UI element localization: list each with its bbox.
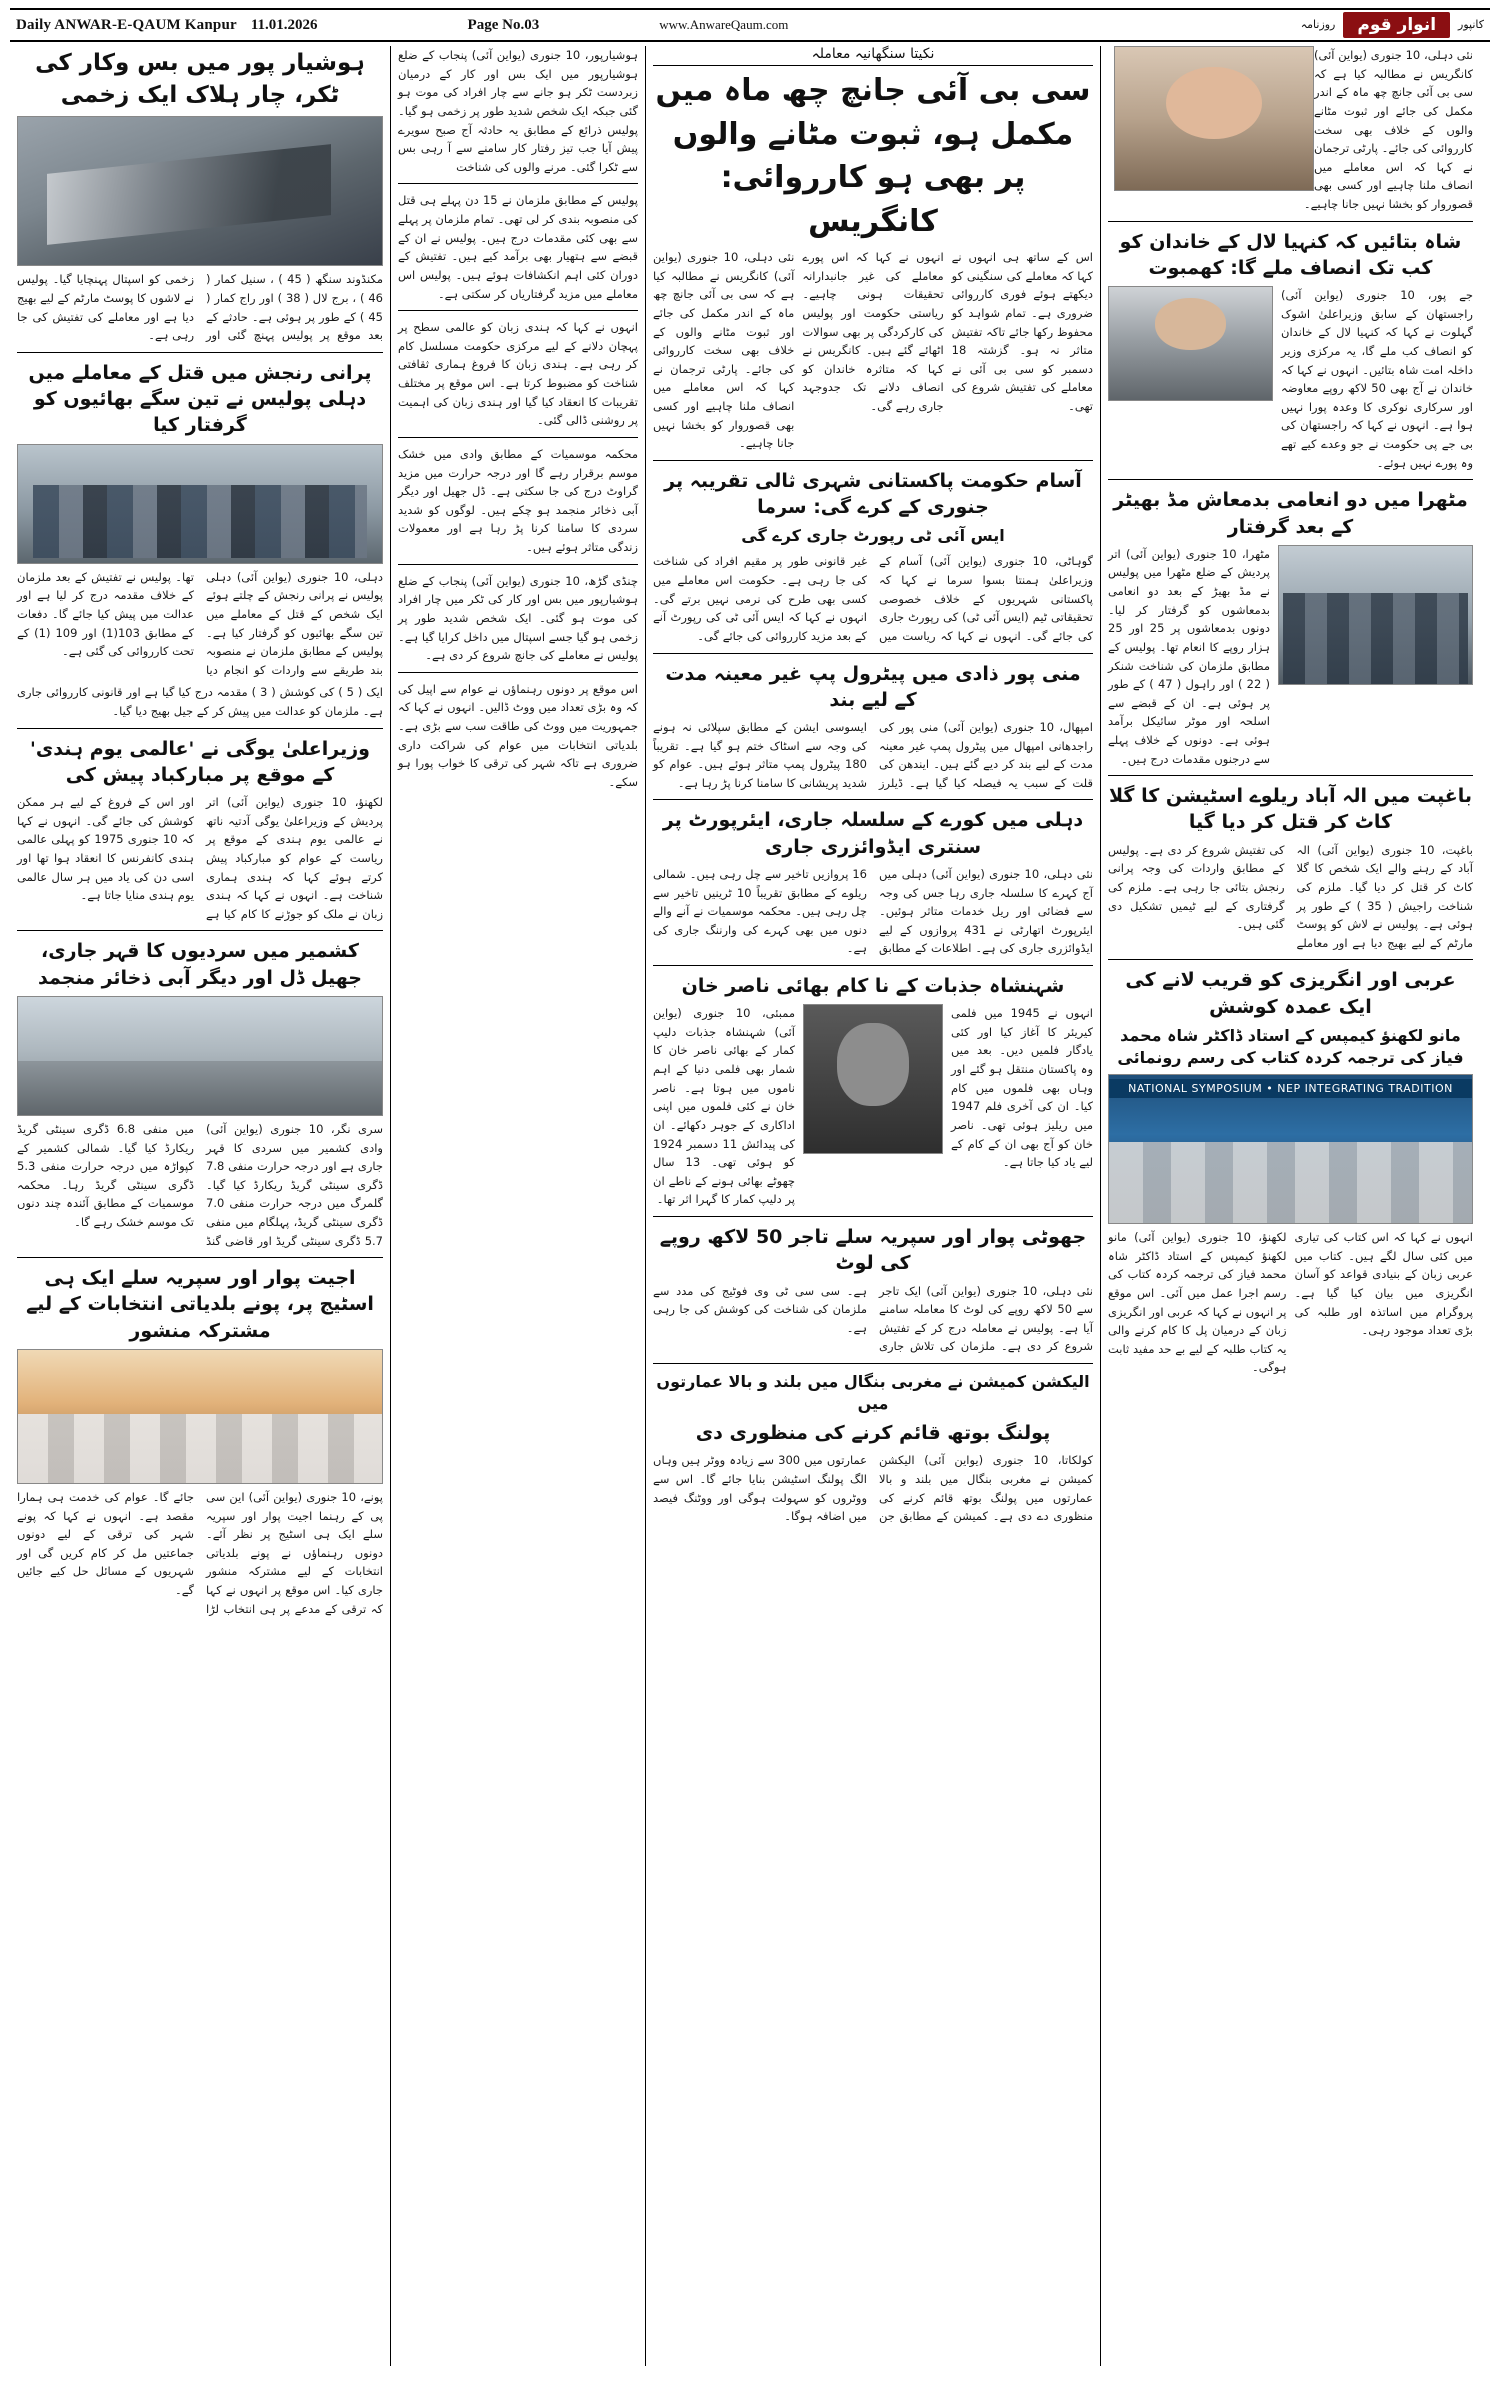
story-d0-body: نئی دہلی، 10 جنوری (یواین آئی) کانگریس نے مطالبہ کیا ہے کہ سی بی آئی جانچ چھ ماہ کے اندر مکمل کی جائے اور ثبوت مٹانے والوں کے خلاف بھی سخت کارروائی کی جائے۔ پارٹی ترجمان نے کہا کہ اس معاملے میں انصاف ملنا چاہیے اور کسی بھی قصوروار کو بخشا نہیں جانا چاہیے۔ — [1303, 48, 1473, 211]
book-launch-photo — [1108, 1074, 1473, 1224]
story-a3-headline: وزیراعلیٰ یوگی نے 'عالمی یوم ہندی' کے موقع پر مبارکباد پیش کی — [30, 737, 370, 786]
logo-city: کانپور — [1458, 17, 1484, 31]
issue-date: 11.01.2026 — [250, 16, 318, 33]
story-a2-body: دہلی، 10 جنوری (یواین آئی) دہلی پولیس نے پرانی رنجش کے چلتے ہوئے ایک شخص کے قتل کے معاملے میں تین سگے بھائیوں کو گرفتار کیا ہے۔ پولیس کے مطابق ملزمان نے منصوبہ بند طریقے سے واردات کو انجام دیا تھا۔ پولیس نے تفتیش کے بعد ملزمان کے خلاف مقدمہ درج کر لیا ہے اور عدالت میں پیش کیا جائے گا۔ دفعات کے مطابق 103(1) اور 109 (1) کے تحت کارروائی کی گئی ہے۔ — [17, 569, 383, 677]
website-url[interactable]: www.AnwareQaum.com — [659, 17, 789, 32]
woman-politician-photo — [1114, 46, 1314, 191]
story-a5-body: پونے، 10 جنوری (یواین آئی) این سی پی کے رہنما اجیت پوار اور سپریہ سلے ایک ہی اسٹیج پر نظر آئے۔ دونوں رہنماؤں نے پونے بلدیاتی انتخابات کے لیے مشترکہ منشور جاری کیا۔ اس موقع پر انہوں نے کہا کہ ترقی کے مدعے پر ہی انتخاب لڑا جائے گا۔ عوام کی خدمت ہی ہمارا مقصد ہے۔ انہوں نے کہا کہ پونے شہر کی ترقی کے لیے دونوں جماعتیں مل کر کام کریں گی اور شہریوں کے مسائل حل کیے جائیں گے۔ — [17, 1489, 383, 1616]
masthead — [10, 8, 1490, 42]
story-c1-kicker: نکیتا سنگھانیہ معاملہ — [811, 46, 935, 62]
story-a4-headline: کشمیر میں سردیوں کا قہر جاری، جھیل ڈل اور دیگر آبی ذخائر منجمد — [38, 940, 362, 989]
story-c7-body: کولکاتا، 10 جنوری (یواین آئی) الیکشن کمیشن نے مغربی بنگال میں بلند و بالا عمارتوں میں پولنگ بوتھ قائم کرنے کی منظوری دے دی ہے۔ کمیشن کے مطابق جن عمارتوں میں 300 سے زیادہ ووٹر ہیں وہاں الگ پولنگ اسٹیشن بنایا جائے گا۔ اس سے ووٹروں کو سہولت ہوگی اور ووٹنگ فیصد میں اضافہ ہوگا۔ — [653, 1453, 1093, 1524]
story-c6-headline: جھوٹی پوار اور سپریہ سلے تاجر 50 لاکھ روپے کی لوٹ — [659, 1226, 1087, 1275]
story-d4-body-2: انہوں نے کہا کہ اس کتاب کی تیاری میں کئی سال لگے ہیں۔ کتاب میں عربی زبان کے بنیادی قواعد کو آسان انگریزی میں بیان کیا گیا ہے۔ پروگرام میں اساتذہ اور طلبہ کی بڑی تعداد موجود رہی۔ — [1294, 1230, 1473, 1338]
story-c2-headline: آسام حکومت پاکستانی شہری ثالی تقریبہ پر جنوری کے کرے گی: سرما — [664, 469, 1082, 519]
page-number: Page No.03 — [467, 16, 540, 33]
story-c1-body-1: نئی دہلی، 10 جنوری (یواین آئی) کانگریس نے مطالبہ کیا ہے کہ سی بی آئی جانچ چھ ماہ کے اندر مکمل کی جائے اور ثبوت مٹانے والوں کے خلاف بھی سخت کارروائی کی جائے۔ پارٹی ترجمان نے کہا کہ اس معاملے میں انصاف ملنا چاہیے اور کسی بھی قصوروار کو بخشا نہیں جانا چاہیے۔ — [653, 250, 795, 451]
story-c1-body-2: انہوں نے کہا کہ اس پورے معاملے کی غیر جانبدارانہ تحقیقات ہونی چاہیے۔ ریاستی حکومت اور پولیس کی کارکردگی پر بھی سوالات اٹھائے گئے ہیں۔ کانگریس نے کہا کہ متاثرہ خاندان کو انصاف دلانے تک جدوجہد جاری رہے گی۔ — [802, 250, 944, 413]
story-c1-body-3: اس کے ساتھ ہی انہوں نے کہا کہ معاملے کی سنگینی کو دیکھتے ہوئے فوری کارروائی ضروری ہے۔ تمام شواہد کو محفوظ رکھا جائے تاکہ تفتیش متاثر نہ ہو۔ گزشتہ 18 دسمبر کو سی بی آئی نے معاملے کی تفتیش شروع کی تھی۔ — [951, 250, 1093, 413]
column-c — [645, 46, 1100, 2366]
nasir-khan-portrait — [803, 1004, 943, 1154]
story-d1-headline: شاہ بتائیں کہ کنہیا لال کے خاندان کو کب تک انصاف ملے گا: کھمبوت — [1119, 230, 1462, 279]
story-b3-body: انہوں نے کہا کہ ہندی زبان کو عالمی سطح پر پہچان دلانے کے لیے مرکزی حکومت مسلسل کام کر رہی ہے۔ ہندی زبان کا فروغ ہماری ثقافتی شناخت کو مضبوط کرتا ہے۔ اس موقع پر مختلف تقریبات کا انعقاد کیا گیا اور ہندی زبان کی اہمیت پر روشنی ڈالی گئی۔ — [398, 320, 638, 428]
car-crash-photo — [17, 116, 383, 266]
story-d2-headline: مٹھرا میں دو انعامی بدمعاش مڈ بھیٹر کے بعد گرفتار — [1113, 489, 1468, 538]
story-a1-body: مکنڈوند سنگھ ( 45 ) ، سنیل کمار ( 46 ) ، برج لال ( 38 ) اور راج کمار ( 45 ) کے طور پر ہوئی ہے۔ حادثے کے بعد موقع پر پولیس پہنچ گئی اور زخمی کو اسپتال پہنچایا گیا۔ پولیس نے لاشوں کا پوسٹ مارٹم کے لیے بھیج دیا ہے اور معاملے کی تفتیش کی جا رہی ہے۔ — [17, 272, 383, 343]
politician-man-photo — [1108, 286, 1273, 401]
story-c6-body: نئی دہلی، 10 جنوری (یواین آئی) ایک تاجر سے 50 لاکھ روپے کی لوٹ کا معاملہ سامنے آیا ہے۔ پولیس نے معاملہ درج کر کے تفتیش شروع کر دی ہے۔ ملزمان کی تلاش جاری ہے۔ سی سی ٹی وی فوٹیج کی مدد سے ملزمان کی شناخت کی کوشش کی جا رہی ہے۔ — [653, 1283, 1094, 1354]
story-a3-body: لکھنؤ، 10 جنوری (یواین آئی) اتر پردیش کے وزیراعلیٰ یوگی آدتیہ ناتھ نے عالمی یوم ہندی کے موقع پر ریاست کے عوام کو مبارکباد پیش کرتے ہوئے کہا کہ ہندی ہماری شناخت ہے۔ انہوں نے کہا کہ ہندی زبان نے ملک کو جوڑنے کا کام کیا ہے اور اس کے فروغ کے لیے ہر ممکن کوشش کی جائے گی۔ انہوں نے کہا کہ 10 جنوری 1975 کو پہلی عالمی ہندی کانفرنس کا انعقاد ہوا تھا اور اسی دن کی یاد میں ہر سال عالمی یوم ہندی منایا جاتا ہے۔ — [17, 795, 383, 921]
story-c2-subheadline: ایس آئی ٹی رپورٹ جاری کرے گی — [741, 526, 1005, 546]
police-arrest-photo — [17, 444, 383, 564]
paper-name: Daily ANWAR-E-QAUM Kanpur — [16, 16, 237, 33]
story-c3-body: امپھال، 10 جنوری (یواین آئی) منی پور کی راجدھانی امپھال میں پیٹرول پمپ غیر معینہ مدت کے لیے بند کر دیے گئے ہیں۔ ایندھن کی قلت کے سبب یہ فیصلہ کیا گیا ہے۔ ڈیلرز ایسوسی ایشن کے مطابق سپلائی نہ ہونے کی وجہ سے اسٹاک ختم ہو گیا ہے۔ تقریباً 180 پیٹرول پمپ متاثر ہوئے ہیں۔ عوام کو شدید پریشانی کا سامنا کرنا پڑ رہا ہے۔ — [653, 719, 1093, 790]
column-d — [1100, 46, 1480, 2366]
story-d2-body: مٹھرا، 10 جنوری (یواین آئی) اتر پردیش کے ضلع مٹھرا میں پولیس نے مڈ بھیڑ کے بعد دو انعامی بدمعاشوں کو گرفتار کر لیا۔ دونوں بدمعاشوں پر 25 اور 25 ہزار روپے کا انعام تھا۔ پولیس کے مطابق ملزمان کی شناخت شنکر ( 22 ) اور راہول ( 47 ) کے طور پر ہوئی ہے۔ ان کے قبضے سے اسلحہ اور موٹر سائیکل برآمد ہوئی ہے۔ دونوں کے خلاف پہلے سے درجنوں مقدمات درج ہیں۔ — [1108, 546, 1270, 766]
story-a2-body-2: ایک ( 5 ) کی کوشش ( 3 ) مقدمہ درج کیا گیا ہے اور قانونی کارروائی جاری ہے۔ ملزمان کو عدالت میں پیش کر کے جیل بھیج دیا گیا۔ — [17, 685, 383, 718]
story-b5-body: چنڈی گڑھ، 10 جنوری (یواین آئی) پنجاب کے ضلع ہوشیارپور میں بس اور کار کی ٹکر میں چار افراد کی موت ہو گئی۔ ایک شخص شدید طور پر زخمی ہو گیا جسے اسپتال میں داخل کرایا گیا ہے۔ پولیس نے معاملے کی جانچ شروع کر دی ہے۔ — [398, 573, 638, 663]
story-d1-body: جے پور، 10 جنوری (یواین آئی) راجستھان کے سابق وزیراعلیٰ اشوک گہلوت نے کہا کہ کنہیا لال کے خاندان کو انصاف کب ملے گا، یہ مرکزی وزیر داخلہ امت شاہ بتائیں۔ انہوں نے کہا کہ خاندان نے آج بھی 50 لاکھ روپے معاوضہ اور سرکاری نوکری کا وعدہ پورا نہیں ہوا ہے۔ انہوں نے کہا کہ راجستھان کی بی جے پی حکومت نے جو وعدے کیے تھے وہ پورے نہیں ہوئے۔ — [1281, 288, 1473, 470]
story-b1-body: ہوشیارپور، 10 جنوری (یواین آئی) پنجاب کے ضلع ہوشیارپور میں ایک بس اور کار کے درمیان زبردست ٹکر ہو جانے سے چار افراد کی موت ہو گئی جبکہ ایک شخص شدید طور پر زخمی ہو گیا۔ پولیس ذرائع کے مطابق یہ حادثہ آج صبح سویرے پیش آیا جب تیز رفتار کار سامنے سے آ رہی بس سے ٹکرا گئی۔ مرنے والوں کی شناخت — [398, 48, 638, 174]
story-a2-headline: پرانی رنجش میں قتل کے معاملے میں دہلی پولیس نے تین سگے بھائیوں کو گرفتار کیا — [28, 361, 372, 437]
logo-block — [1301, 12, 1484, 38]
story-b2-body: پولیس کے مطابق ملزمان نے 15 دن پہلے ہی قتل کی منصوبہ بندی کر لی تھی۔ تمام ملزمان پر پہلے سے بھی کئی مقدمات درج ہیں۔ پولیس نے ان کے قبضے سے ہتھیار بھی برآمد کیے ہیں۔ تفتیش کے دوران کئی اہم انکشافات ہوئے ہیں۔ پولیس اس معاملے میں مزید گرفتاریاں کر سکتی ہے۔ — [398, 193, 638, 301]
story-a5-headline: اجیت پوار اور سپریہ سلے ایک ہی اسٹیج پر، پونے بلدیاتی انتخابات کے لیے مشترکہ منشور — [26, 1267, 374, 1342]
story-a4-body: سری نگر، 10 جنوری (یواین آئی) وادی کشمیر میں سردی کا قہر جاری ہے اور درجہ حرارت منفی 7.8 ڈگری سینٹی گریڈ ریکارڈ کیا گیا۔ گلمرگ میں درجہ حرارت منفی 7.0 ڈگری سینٹی گریڈ، پہلگام میں منفی 5.7 ڈگری سینٹی گریڈ اور قاضی گنڈ میں منفی 6.8 ڈگری سینٹی گریڈ ریکارڈ کیا گیا۔ شمالی کشمیر کے کپواڑہ میں درجہ حرارت منفی 5.3 ڈگری سینٹی گریڈ رہا۔ محکمہ موسمیات کے مطابق آئندہ چند دنوں تک موسم خشک رہے گا۔ — [17, 1121, 383, 1248]
paper-logo: انوار قوم — [1343, 12, 1450, 38]
story-d3-headline: باغپت میں الہ آباد ریلوے اسٹیشن کا گلا کاٹ کر قتل کر دیا گیا — [1108, 785, 1473, 834]
kashmir-snow-photo — [17, 996, 383, 1116]
column-b — [390, 46, 645, 2366]
story-c7-headline: پولنگ بوتھ قائم کرنے کی منظوری دی — [695, 1422, 1051, 1445]
story-c7-subheadline: الیکشن کمیشن نے مغربی بنگال میں بلند و بالا عمارتوں میں — [656, 1372, 1090, 1414]
story-c4-body: نئی دہلی، 10 جنوری (یواین آئی) دہلی میں آج کہرے کا سلسلہ جاری رہا جس کی وجہ سے فضائی اور ریل خدمات متاثر ہوئیں۔ ایئرپورٹ اتھارٹی نے 431 پروازوں کے لیے ایڈوائزری جاری کی ہے۔ اطلاعات کے مطابق 16 پروازیں تاخیر سے چل رہی ہیں۔ شمالی ریلوے کے مطابق تقریباً 10 ٹرینیں تاخیر سے چل رہی ہیں۔ محکمہ موسمیات نے آنے والے دنوں میں بھی کہرے کی وارننگ جاری کی ہے۔ — [653, 866, 1093, 956]
story-d4-headline: عربی اور انگریزی کو قریب لانے کی ایک عمدہ کوشش — [1125, 969, 1456, 1018]
story-c5-body-1: ممبئی، 10 جنوری (یواین آئی) شہنشاہ جذبات دلیپ کمار کے بھائی ناصر خان کا شمار بھی فلمی دنیا کے اہم ناموں میں ہوتا ہے۔ ناصر خان نے کئی فلموں میں اپنی اداکاری کے جوہر دکھائے۔ ان کی پیدائش 11 دسمبر 1924 کو ہوئی تھی۔ 13 سال چھوٹے بھائی ہونے کے ناطے ان پر دلیپ کمار کا گہرا اثر تھا۔ — [653, 1006, 795, 1207]
story-b4-body: محکمہ موسمیات کے مطابق وادی میں خشک موسم برقرار رہے گا اور درجہ حرارت میں مزید گراوٹ درج کی جا سکتی ہے۔ ڈل جھیل اور دیگر آبی ذخائر منجمد ہو چکے ہیں۔ لوگوں کو شدید سردی کا سامنا کرنا پڑ رہا ہے اور معمولات زندگی متاثر ہوئے ہیں۔ — [398, 446, 638, 554]
column-a — [10, 46, 390, 2366]
story-c5-headline: شہنشاہ جذبات کے نا کام بھائی ناصر خان — [681, 975, 1065, 998]
event-banner-text: NATIONAL SYMPOSIUM • NEP INTEGRATING TRADITION — [1109, 1079, 1472, 1098]
story-d4-body-1: لکھنؤ، 10 جنوری (یواین آئی) مانو لکھنؤ کیمپس کے استاد ڈاکٹر شاہ محمد فیاز کی ترجمہ کردہ کتاب کی رسم اجرا عمل میں آئی۔ اس موقع پر انہوں نے کہا کہ عربی اور انگریزی زبان کے درمیان پل کا کام کرنے والی یہ کتاب طلبہ کے لیے بے حد مفید ثابت ہوگی۔ — [1108, 1230, 1287, 1375]
story-c4-headline: دہلی میں کورے کے سلسلہ جاری، ایئرپورٹ پر سنتری ایڈوائزری جاری — [662, 809, 1084, 858]
story-d3-body: باغپت، 10 جنوری (یواین آئی) الہ آباد کے رہنے والے ایک شخص کا گلا کاٹ کر قتل کر دیا گیا۔ ملزم کی شناخت راجیش ( 35 ) کے طور پر ہوئی ہے۔ پولیس نے لاش کو پوسٹ مارٹم کے لیے بھیج دیا ہے اور معاملے کی تفتیش شروع کر دی ہے۔ پولیس کے مطابق واردات کی وجہ پرانی رنجش بتائی جا رہی ہے۔ ملزم کی گرفتاری کے لیے ٹیمیں تشکیل دی گئی ہیں۔ — [1108, 842, 1474, 950]
story-c2-body: گوہاٹی، 10 جنوری (یواین آئی) آسام کے وزیراعلیٰ ہمنتا بسوا سرما نے کہا کہ پاکستانی شہریوں کے خلاف خصوصی تحقیقاتی ٹیم (ایس آئی ٹی) کی رپورٹ جاری کی جائے گی۔ انہوں نے کہا کہ ریاست میں غیر قانونی طور پر مقیم افراد کی شناخت کی جا رہی ہے۔ حکومت اس معاملے میں کسی بھی طرح کی نرمی نہیں برتے گی۔ انہوں نے کہا کہ ایس آئی ٹی کی رپورٹ آنے کے بعد مزید کارروائی کی جائے گی۔ — [653, 554, 1093, 643]
story-c5-body-2: انہوں نے 1945 میں فلمی کیریئر کا آغاز کیا اور کئی یادگار فلمیں دیں۔ بعد میں وہ پاکستان منتقل ہو گئے اور وہاں بھی فلموں میں کام کیا۔ ان کی آخری فلم 1947 میں ریلیز ہوئی تھی۔ ناصر خان کو آج بھی ان کے کام کے لیے یاد کیا جاتا ہے۔ — [951, 1006, 1093, 1170]
story-c3-headline: منی پور ذادی میں پیٹرول پپ غیر معینہ مدت کے لیے بند — [665, 662, 1081, 711]
police-encounter-photo — [1278, 545, 1473, 685]
logo-sub: روزنامہ — [1300, 17, 1336, 31]
story-c1-headline: سی بی آئی جانچ چھ ماہ میں مکمل ہو، ثبوت مٹانے والوں پر بھی ہو کارروائی: کانگریس — [655, 73, 1091, 239]
stage-event-photo — [17, 1349, 383, 1484]
story-b6-body: اس موقع پر دونوں رہنماؤں نے عوام سے اپیل کی کہ وہ بڑی تعداد میں ووٹ ڈالیں۔ انہوں نے کہا کہ جمہوریت میں ووٹ کی طاقت سب سے بڑی ہے۔ بلدیاتی انتخابات میں عوام کی شراکت داری ضروری ہے تاکہ شہر کی ترقی کا خواب پورا ہو سکے۔ — [398, 681, 638, 789]
story-d4-subheadline: مانو لکھنؤ کیمپس کے استاد ڈاکٹر شاہ محمد فیاز کی ترجمہ کردہ کتاب کی رسم رونمائی — [1117, 1025, 1464, 1067]
story-a1-headline: ہوشیار پور میں بس وکار کی ٹکر، چار ہلاک ایک زخمی — [35, 50, 365, 108]
